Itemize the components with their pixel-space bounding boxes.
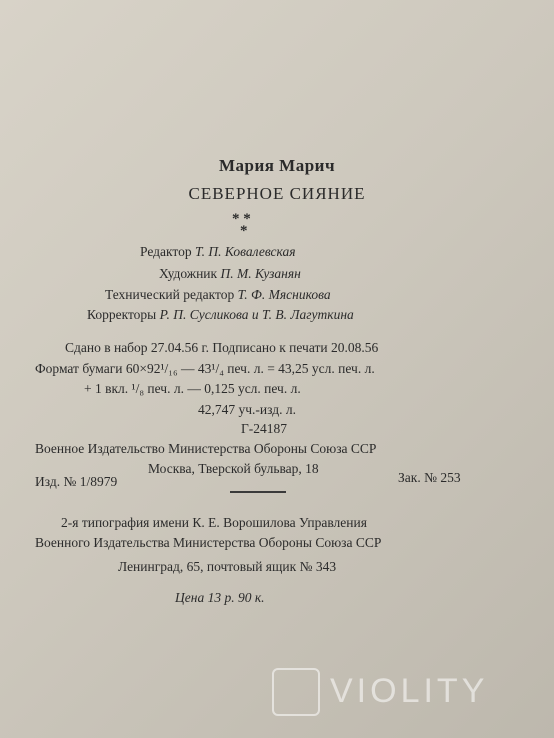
izd-number: Изд. № 1/8979 xyxy=(35,474,118,489)
printer-address: Ленинград, 65, почтовый ящик № 343 xyxy=(118,559,337,574)
imprint-line-2: Формат бумаги 60×92¹/₁₆ — 43¹/₄ печ. л. = 43,25 усл. печ. л. xyxy=(35,361,375,376)
divider-rule xyxy=(230,491,286,493)
credit-artist-name: П. М. Кузанян xyxy=(220,266,301,281)
credit-tech-role: Технический редактор xyxy=(105,287,235,302)
printer-line-1: 2-я типография имени К. Е. Ворошилова Управления xyxy=(61,515,367,530)
watermark-text: VIOLITY xyxy=(330,672,489,710)
author-name: Мария Марич xyxy=(218,156,336,175)
price: Цена 13 р. 90 к. xyxy=(175,590,265,605)
imprint-line-5: Г-24187 xyxy=(241,421,288,436)
imprint-line-3: + 1 вкл. ¹/₈ печ. л. — 0,125 усл. печ. л. xyxy=(84,381,301,396)
credit-proof-names: Р. П. Сусликова и Т. В. Лагуткина xyxy=(159,307,354,322)
zak-number: Зак. № 253 xyxy=(398,470,461,485)
imprint-line-4: 42,747 уч.-изд. л. xyxy=(198,402,296,417)
credit-proofreaders xyxy=(87,307,354,323)
credit-tech-editor xyxy=(105,287,331,303)
watermark xyxy=(272,668,542,718)
credit-artist xyxy=(159,266,301,282)
credit-editor-role: Редактор xyxy=(140,244,192,259)
printer-line-2: Военного Издательства Министерства Обороны Союза ССР xyxy=(35,535,382,550)
book-title: СЕВЕРНОЕ СИЯНИЕ xyxy=(188,184,366,203)
watermark-logo-icon xyxy=(272,668,320,716)
stars-bottom: * xyxy=(240,223,248,239)
credit-editor-name: Т. П. Ковалевская xyxy=(194,244,296,259)
stars-top: * * xyxy=(232,211,251,227)
imprint-line-1: Сдано в набор 27.04.56 г. Подписано к печати 20.08.56 xyxy=(65,340,379,355)
credit-tech-name: Т. Ф. Мясникова xyxy=(237,287,331,302)
publisher-name: Военное Издательство Министерства Обороны Союза ССР xyxy=(35,441,377,456)
credit-editor xyxy=(140,244,296,260)
credit-artist-role: Художник xyxy=(159,266,218,281)
credit-proof-role: Корректоры xyxy=(87,307,157,322)
publisher-address: Москва, Тверской бульвар, 18 xyxy=(148,461,319,476)
